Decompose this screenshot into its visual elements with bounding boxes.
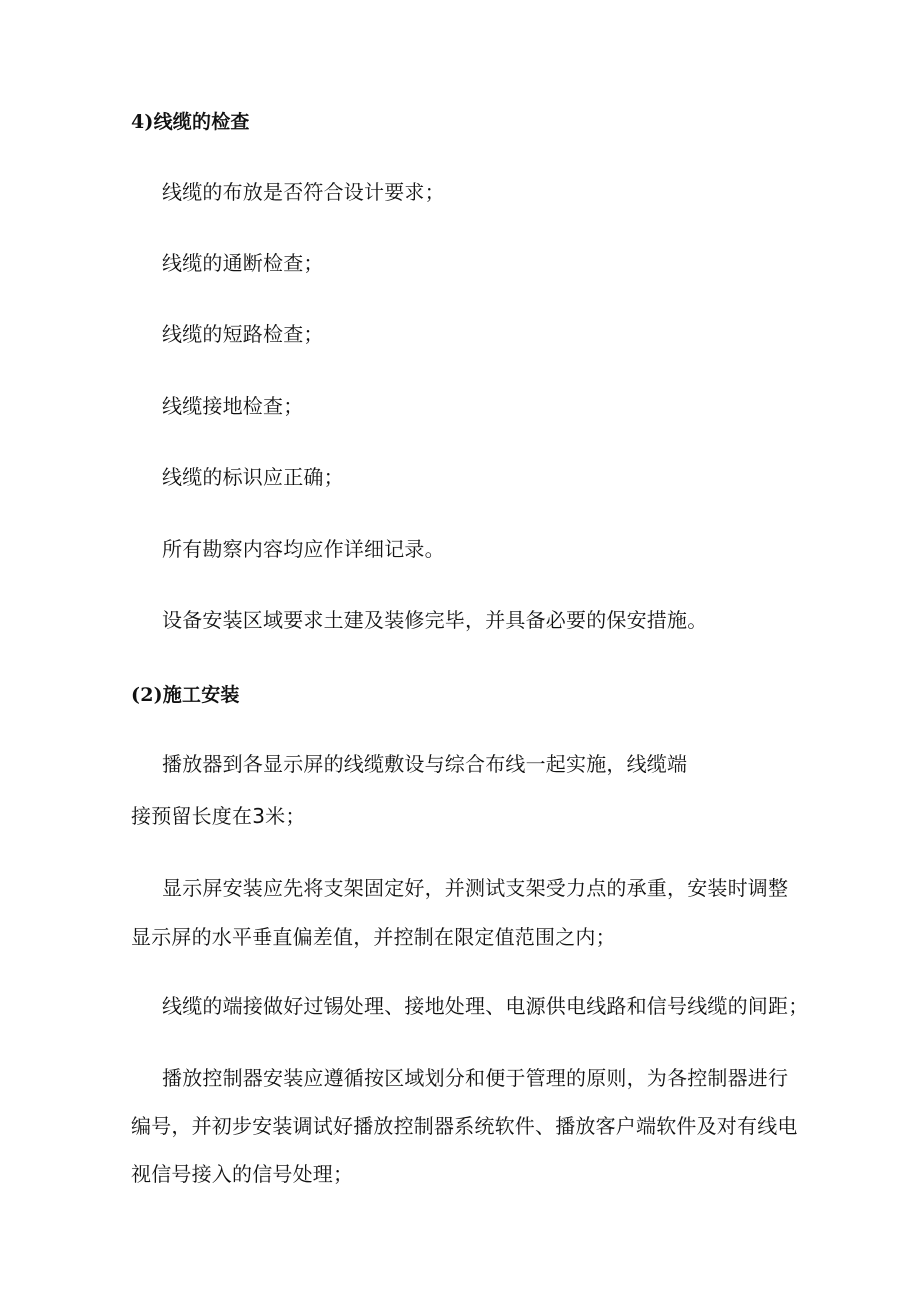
section-heading-installation: (2)施工安装: [131, 684, 240, 706]
list-item: 线缆的通断检查；: [162, 251, 324, 275]
paragraph-line: 视信号接入的信号处理；: [131, 1162, 354, 1186]
list-item: 线缆的短路检查；: [162, 322, 324, 346]
list-item: 线缆的布放是否符合设计要求；: [162, 180, 445, 204]
list-item: 设备安装区域要求土建及装修完毕，并具备必要的保安措施。: [162, 608, 708, 632]
paragraph-line: 显示屏安装应先将支架固定好，并测试支架受力点的承重，安装时调整: [162, 876, 789, 900]
paragraph-line: 接预留长度在3米；: [131, 804, 306, 828]
list-item: 线缆的标识应正确；: [162, 465, 344, 489]
list-item: 所有勘察内容均应作详细记录。: [162, 537, 445, 561]
paragraph-line: 编号，并初步安装调试好播放控制器系统软件、播放客户端软件及对有线电: [131, 1114, 798, 1138]
section-heading-cable-check: 4)线缆的检查: [131, 111, 250, 133]
paragraph-line: 线缆的端接做好过锡处理、接地处理、电源供电线路和信号线缆的间距；: [162, 994, 809, 1018]
list-item: 线缆接地检查；: [162, 394, 304, 418]
paragraph-line: 播放控制器安装应遵循按区域划分和便于管理的原则，为各控制器进行: [162, 1066, 789, 1090]
paragraph-line: 显示屏的水平垂直偏差值，并控制在限定值范围之内；: [131, 925, 616, 949]
paragraph-line: 播放器到各显示屏的线缆敷设与综合布线一起实施，线缆端: [162, 752, 688, 776]
